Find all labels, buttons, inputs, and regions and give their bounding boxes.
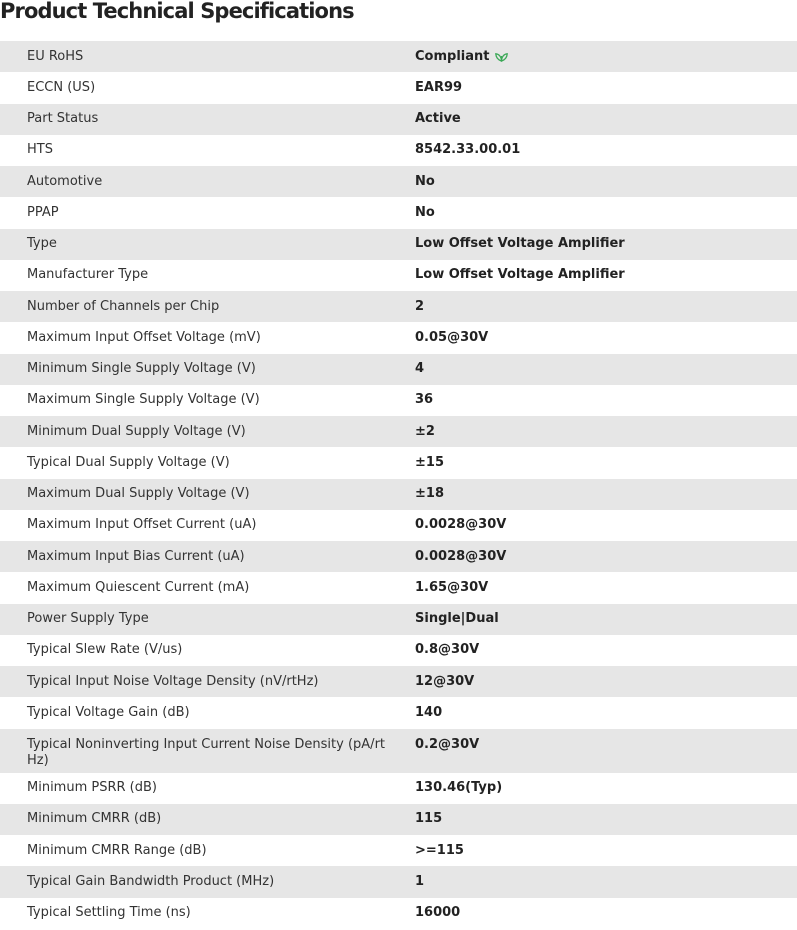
spec-row-min-cmrr <box>0 804 797 835</box>
spec-row-max-input-offset-current <box>0 510 797 541</box>
spec-label: Maximum Single Supply Voltage (V) <box>27 392 260 408</box>
spec-row-type <box>0 229 797 260</box>
spec-value: 0.0028@30V <box>415 548 507 564</box>
spec-row-slew-rate <box>0 635 797 666</box>
spec-row-settling-time <box>0 898 797 929</box>
spec-row-automotive <box>0 166 797 197</box>
spec-row-hts <box>0 135 797 166</box>
spec-label: Maximum Input Bias Current (uA) <box>27 548 245 564</box>
spec-row-eccn <box>0 72 797 103</box>
spec-label: PPAP <box>27 204 59 220</box>
spec-label: HTS <box>27 142 53 158</box>
spec-label: Part Status <box>27 111 99 127</box>
spec-row-max-dual-supply <box>0 479 797 510</box>
spec-value: Low Offset Voltage Amplifier <box>415 236 625 252</box>
spec-label: Manufacturer Type <box>27 267 149 283</box>
spec-label: Minimum PSRR (dB) <box>27 780 157 796</box>
spec-value: 140 <box>415 704 443 720</box>
spec-row-max-quiescent-current <box>0 572 797 603</box>
spec-row-voltage-gain <box>0 697 797 728</box>
spec-label: Automotive <box>27 173 103 189</box>
spec-label: Typical Voltage Gain (dB) <box>27 704 190 720</box>
spec-label: Typical Gain Bandwidth Product (MHz) <box>27 873 275 889</box>
spec-value: 16000 <box>415 905 461 921</box>
spec-label: Number of Channels per Chip <box>27 298 220 314</box>
spec-label: Typical Settling Time (ns) <box>27 905 191 921</box>
spec-value: 0.2@30V <box>415 736 480 752</box>
spec-row-manufacturer-type <box>0 260 797 291</box>
spec-value: ±18 <box>415 486 444 502</box>
spec-value: Active <box>415 111 461 127</box>
spec-row-gain-bandwidth <box>0 866 797 897</box>
leaf-icon <box>495 51 508 62</box>
spec-value: No <box>415 173 435 189</box>
spec-row-min-cmrr-range <box>0 835 797 866</box>
spec-value: 4 <box>415 361 425 377</box>
spec-row-part-status <box>0 104 797 135</box>
spec-label: Type <box>27 236 57 252</box>
spec-value: 0.8@30V <box>415 642 480 658</box>
spec-value: 0.0028@30V <box>415 517 507 533</box>
spec-label: Maximum Quiescent Current (mA) <box>27 579 250 595</box>
spec-label: Minimum CMRR (dB) <box>27 811 162 827</box>
spec-value: >=115 <box>415 842 464 858</box>
spec-row-max-single-supply <box>0 385 797 416</box>
spec-table <box>0 41 797 929</box>
spec-value: 1.65@30V <box>415 579 489 595</box>
spec-row-power-supply-type <box>0 604 797 635</box>
spec-value <box>415 49 797 65</box>
spec-value: EAR99 <box>415 79 463 95</box>
spec-label: Typical Dual Supply Voltage (V) <box>27 454 230 470</box>
spec-value: 2 <box>415 298 425 314</box>
spec-value: 0.05@30V <box>415 329 489 345</box>
spec-label: Typical Slew Rate (V/us) <box>27 642 183 658</box>
spec-value: ±2 <box>415 423 435 439</box>
spec-label: Maximum Input Offset Voltage (mV) <box>27 329 261 345</box>
spec-row-current-noise-density <box>0 729 797 773</box>
spec-value: ±15 <box>415 454 444 470</box>
spec-label: Maximum Input Offset Current (uA) <box>27 517 257 533</box>
spec-value: Single|Dual <box>415 611 499 627</box>
spec-row-min-single-supply <box>0 354 797 385</box>
spec-value: Low Offset Voltage Amplifier <box>415 267 625 283</box>
spec-row-max-input-offset-voltage <box>0 322 797 353</box>
spec-row-min-dual-supply <box>0 416 797 447</box>
spec-value: 115 <box>415 811 443 827</box>
spec-row-max-input-bias-current <box>0 541 797 572</box>
spec-value: 36 <box>415 392 434 408</box>
spec-label: Maximum Dual Supply Voltage (V) <box>27 486 250 502</box>
spec-value: No <box>415 204 435 220</box>
spec-label: Minimum Single Supply Voltage (V) <box>27 361 256 377</box>
spec-value: 1 <box>415 873 425 889</box>
spec-row-channels <box>0 291 797 322</box>
spec-value: 8542.33.00.01 <box>415 142 521 158</box>
spec-label: EU RoHS <box>27 48 84 64</box>
spec-label: Power Supply Type <box>27 611 149 627</box>
page-title: Product Technical Specifications <box>0 0 354 23</box>
spec-label: Minimum Dual Supply Voltage (V) <box>27 423 246 439</box>
spec-label: Typical Input Noise Voltage Density (nV/rtHz) <box>27 673 319 689</box>
spec-row-noise-voltage-density <box>0 666 797 697</box>
spec-label: ECCN (US) <box>27 79 96 95</box>
spec-row-ppap <box>0 197 797 228</box>
spec-label: Typical Noninverting Input Current Noise Density (pA/rt Hz) <box>27 736 386 768</box>
spec-row-eu-rohs <box>0 41 797 72</box>
spec-value: 12@30V <box>415 673 475 689</box>
spec-row-min-psrr <box>0 773 797 804</box>
spec-row-typ-dual-supply <box>0 447 797 478</box>
spec-value: 130.46(Typ) <box>415 780 503 796</box>
spec-label: Minimum CMRR Range (dB) <box>27 842 207 858</box>
spec-value-text: Compliant <box>415 48 490 64</box>
